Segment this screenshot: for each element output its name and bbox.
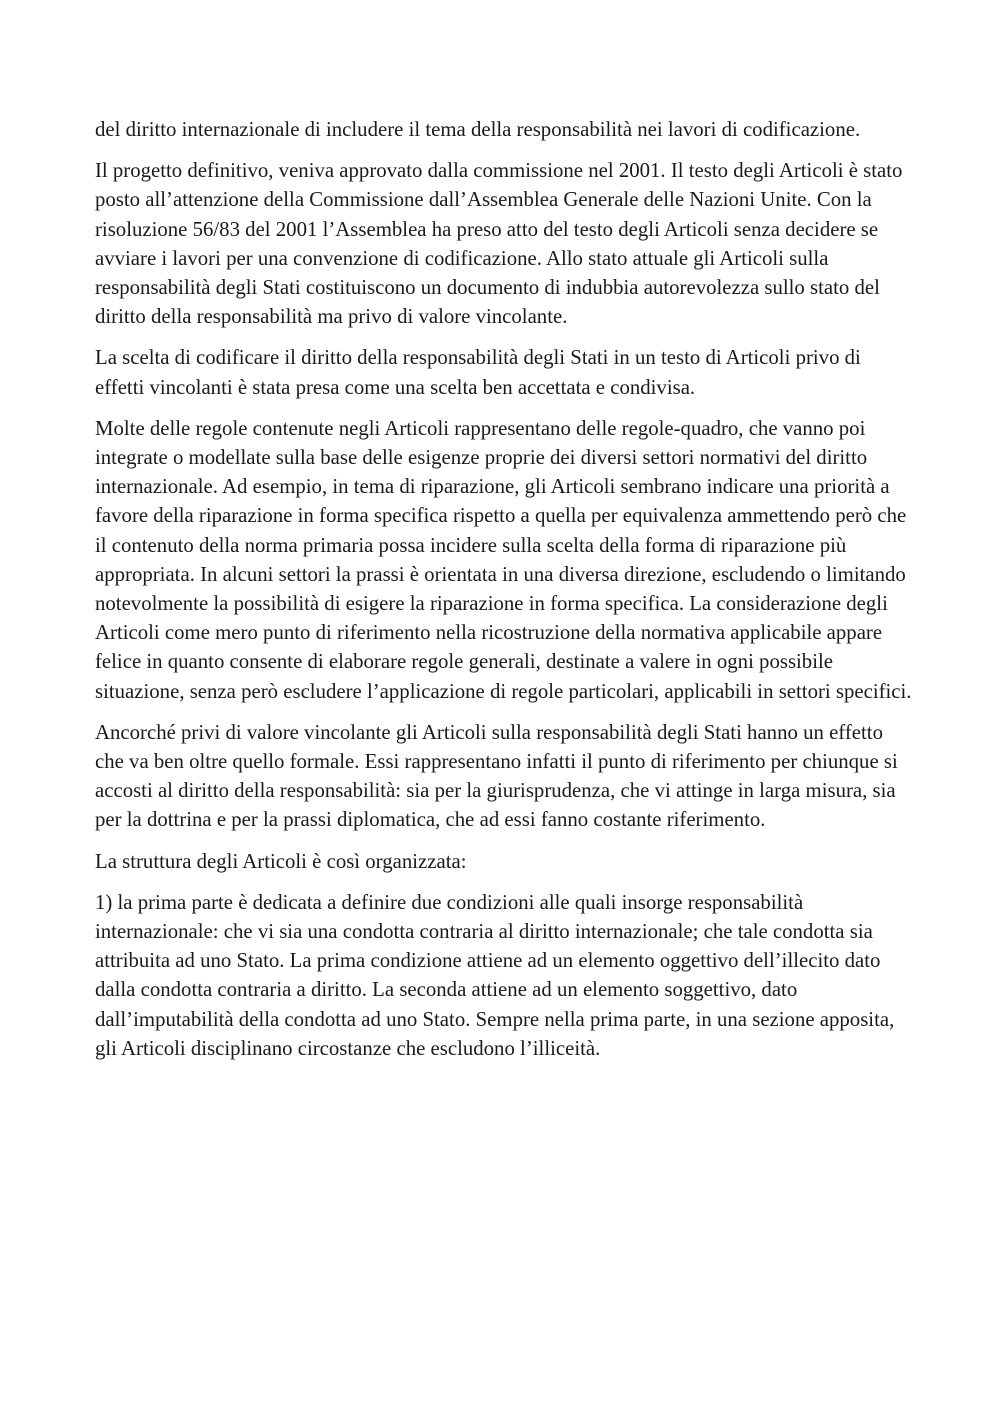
paragraph-codification-choice: La scelta di codificare il diritto della responsabilità degli Stati in un testo di Articoli privo di effetti vincolanti è stata presa come una scelta ben accettata e condivisa.	[95, 346, 861, 399]
paragraph-structure-heading: La struttura degli Articoli è così organizzata:	[95, 849, 467, 873]
document-page	[95, 115, 915, 1075]
paragraph-first-part: 1) la prima parte è dedicata a definire due condizioni alle quali insorge responsabilità internazionale: che vi sia una condotta contraria al diritto internazionale; che tale condotta sia attribuita ad uno Stato. La prima condizione attiene ad un elemento oggettivo dell’illecito dato dalla condotta contraria a diritto. La seconda attiene ad un elemento soggettivo, dato dall’imputabilità della condotta ad uno Stato. Sempre nella prima parte, in una sezione apposita, gli Articoli disciplinano circostanze che escludono l’illiceità.	[95, 890, 895, 1060]
paragraph-framework-rules: Molte delle regole contenute negli Articoli rappresentano delle regole-quadro, che vanno poi integrate o modellate sulla base delle esigenze proprie dei diversi settori normativi del diritto internazionale. Ad esempio, in tema di riparazione, gli Articoli sembrano indicare una priorità a favore della riparazione in forma specifica rispetto a quella per equivalenza ammettendo però che il contenuto della norma primaria possa incidere sulla scelta della forma di riparazione più appropriata. In alcuni settori la prassi è orientata in una diversa direzione, escludendo o limitando notevolmente la possibilità di esigere la riparazione in forma specifica. La considerazione degli Articoli come mero punto di riferimento nella ricostruzione della normativa applicabile appare felice in quanto consente di elaborare regole generali, destinate a valere in ogni possibile situazione, senza però escludere l’applicazione di regole particolari, applicabili in settori specifici.	[95, 416, 912, 703]
paragraph-codification-intro: del diritto internazionale di includere il tema della responsabilità nei lavori di codificazione.	[95, 118, 861, 141]
paragraph-effect: Ancorché privi di valore vincolante gli Articoli sulla responsabilità degli Stati hanno un effetto che va ben oltre quello formale. Essi rappresentano infatti il punto di riferimento per chiunque si accosti al diritto della responsabilità: sia per la giurisprudenza, che vi attinge in larga misura, sia per la dottrina e per la prassi diplomatica, che ad essi fanno costante riferimento.	[95, 720, 898, 832]
paragraph-final-draft: Il progetto definitivo, veniva approvato dalla commissione nel 2001. Il testo degli Articoli è stato posto all’attenzione della Commissione dall’Assemblea Generale delle Nazioni Unite. Con la risoluzione 56/83 del 2001 l’Assemblea ha preso atto del testo degli Articoli senza decidere se avviare i lavori per una convenzione di codificazione. Allo stato attuale gli Articoli sulla responsabilità degli Stati costituiscono un documento di indubbia autorevolezza sullo stato del diritto della responsabilità ma privo di valore vincolante.	[95, 159, 903, 329]
